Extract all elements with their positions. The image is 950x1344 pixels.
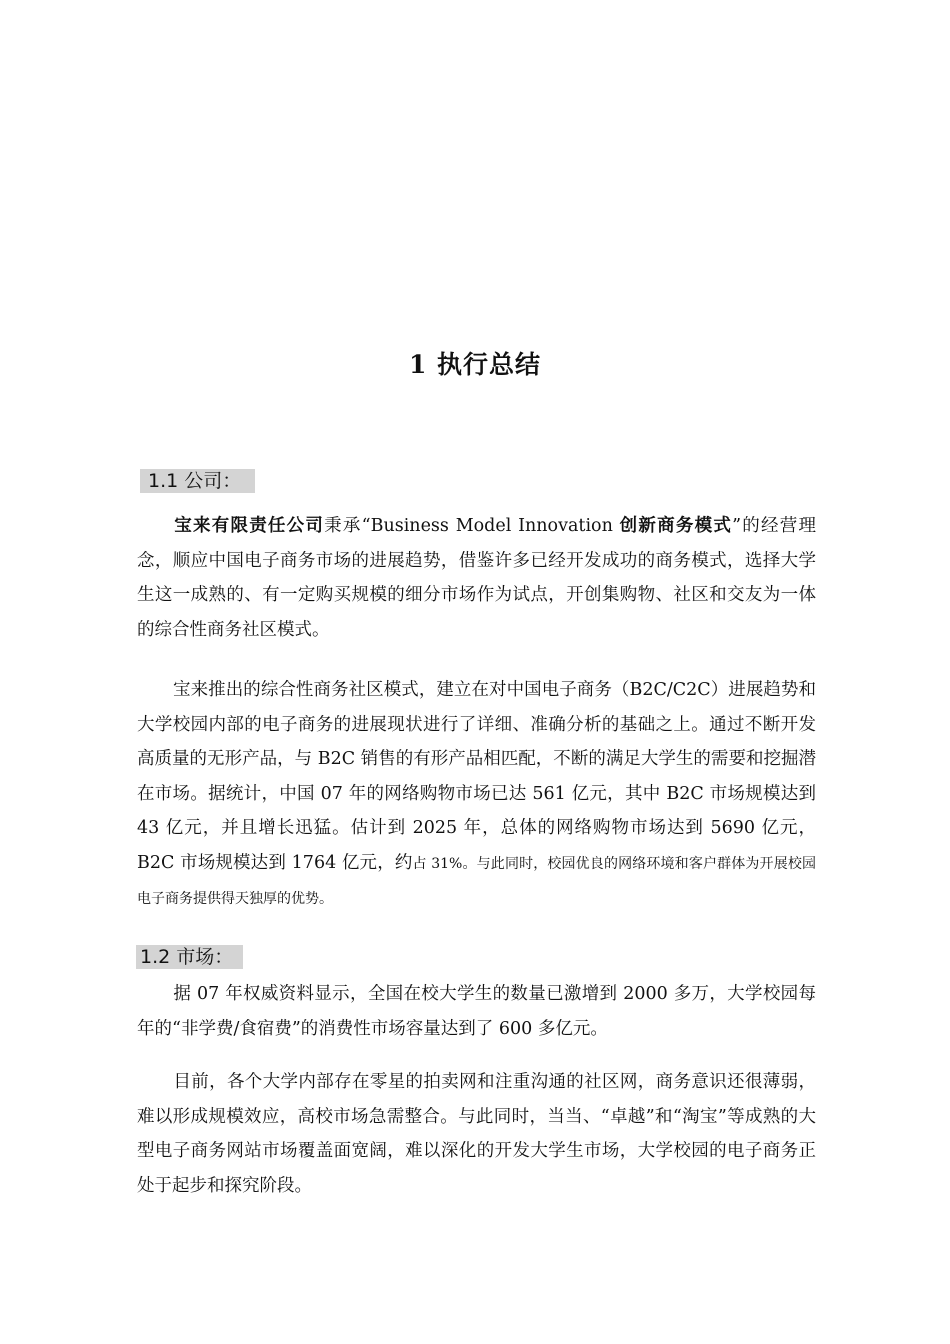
paragraph-market-size — [137, 977, 816, 1046]
text-span: 秉承“ — [324, 516, 371, 536]
text-span-small: 占 31%。与此同时，校园优良的网络环境和客户群体为开展校园电子商务提供得天独厚的优势。 — [137, 855, 816, 907]
company-name: 宝来有限责任公司 — [173, 516, 325, 536]
chapter-title: 1 执行总结 — [408, 350, 542, 379]
paragraph-market-status — [137, 1065, 816, 1203]
text-span: ”的经营理念，顺应中国电子商务市场的进展趋势，借鉴许多已经开发成功的商务模式，选择大学生这一成熟的、有一定购买规模的细分市场作为试点，开创集购物、社区和交友为一体的综合性商务社区模式。 — [137, 516, 816, 640]
paragraph-business-model — [137, 673, 816, 917]
text-span: 目前，各个大学内部存在零星的拍卖网和注重沟通的社区网，商务意识还很薄弱，难以形成规模效应，高校市场急需整合。与此同时，当当、“卓越”和“淘宝”等成熟的大型电子商务网站市场覆盖面宽阔，难以深化的开发大学生市场，大学校园的电子商务正处于起步和探究阶段。 — [137, 1072, 816, 1196]
section-heading-company: 1.1 公司： — [140, 469, 255, 493]
slogan-english: Business Model Innovation — [370, 516, 620, 536]
paragraph-company-intro — [137, 509, 816, 647]
text-span: 据 07 年权威资料显示，全国在校大学生的数量已激增到 2000 多万，大学校园每年的“非学费/食宿费”的消费性市场容量达到了 600 多亿元。 — [137, 984, 816, 1039]
slogan-chinese: 创新商务模式 — [619, 516, 733, 536]
section-heading-market: 1.2 市场： — [136, 945, 243, 969]
text-span: 宝来推出的综合性商务社区模式，建立在对中国电子商务（B2C/C2C）进展趋势和大学校园内部的电子商务的进展现状进行了详细、准确分析的基础之上。通过不断开发高质量的无形产品，与 B2C 销售的有形产品相匹配，不断的满足大学生的需要和挖掘潜在市场。据统计，中国 07 年的网络购物市场已达 561 亿元，其中 B2C 市场规模达到 43 亿元，并且增长迅猛。估计到 2025 年，总体的网络购物市场达到 5690 亿元，B2C 市场规模达到 1764 亿元，约 — [137, 680, 816, 873]
